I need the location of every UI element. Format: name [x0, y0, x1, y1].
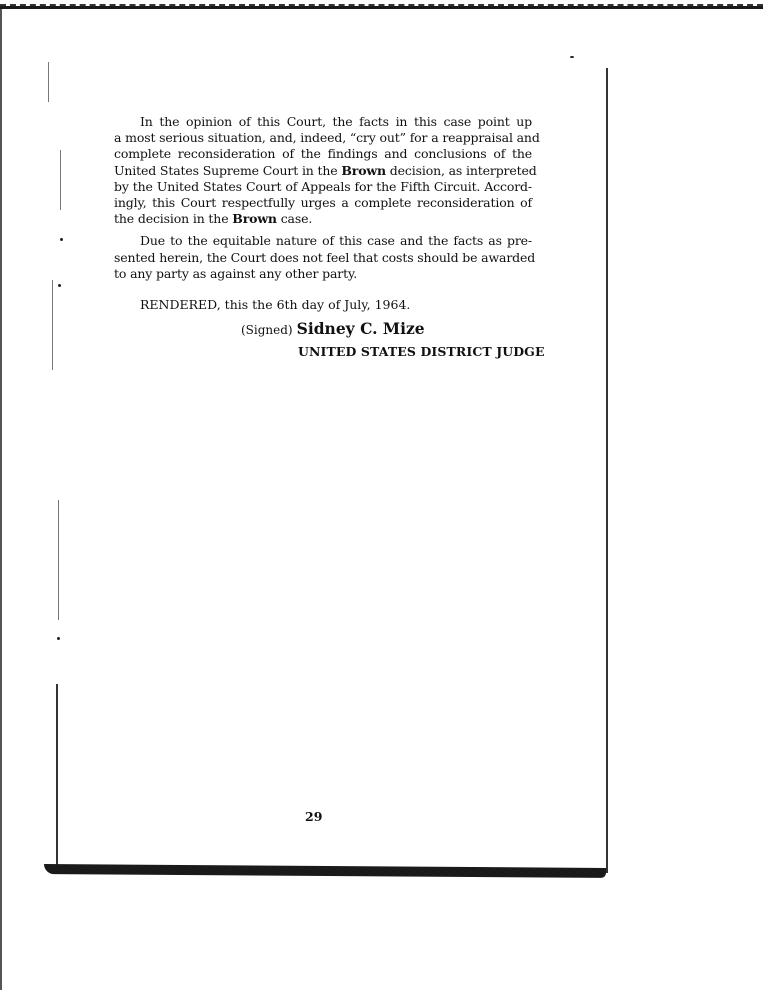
text-run: United States Supreme Court in the: [114, 162, 342, 178]
page-bottom-edge: [44, 864, 606, 878]
case-name-brown: Brown: [232, 211, 277, 227]
paragraph-line: complete reconsideration of the findings and conclusions of the: [114, 146, 532, 162]
signer-name: Sidney C. Mize: [296, 319, 425, 338]
signed-label: (Signed): [241, 323, 293, 337]
scan-speck: [57, 637, 60, 640]
paragraph-line: by the United States Court of Appeals for the Fifth Circuit. Accord-: [114, 178, 532, 194]
opinion-body: [114, 114, 540, 288]
paragraph-line: Due to the equitable nature of this case and the facts as pre-: [140, 233, 532, 249]
paragraph-reappraisal: [114, 114, 540, 227]
paragraph-line: ingly, this Court respectfully urges a complete reconsideration of: [114, 195, 532, 211]
text-run: decision, as interpreted: [385, 162, 537, 178]
rendered-date-line: RENDERED, this the 6th day of July, 1964.: [140, 297, 411, 312]
paragraph-line: [114, 211, 532, 227]
scan-speck: [570, 56, 574, 58]
paragraph-line: a most serious situation, and, indeed, “cry out” for a reappraisal and: [114, 130, 540, 146]
scan-top-rule: [0, 6, 763, 9]
case-name-brown: Brown: [341, 162, 386, 178]
scan-left-bar: [0, 9, 2, 990]
scan-mark: [52, 280, 53, 370]
signer-title: UNITED STATES DISTRICT JUDGE: [298, 344, 545, 359]
paragraph-line: [114, 162, 537, 179]
page-number: 29: [305, 809, 323, 824]
scan-speck: [58, 284, 61, 287]
scan-mark: [60, 150, 61, 210]
text-run: the decision in the: [114, 211, 233, 227]
signature-block: [241, 319, 425, 338]
scan-speck: [60, 238, 63, 241]
paragraph-line: In the opinion of this Court, the facts in this case point up: [140, 114, 532, 129]
paragraph-line: to any party as against any other party.: [114, 265, 358, 281]
scan-mark: [48, 62, 49, 102]
scan-mark: [58, 500, 59, 620]
page-right-edge: [606, 68, 608, 873]
text-run: case.: [276, 211, 313, 227]
paragraph-costs: [114, 233, 536, 282]
page-left-edge: [56, 684, 58, 874]
paragraph-line: sented herein, the Court does not feel that costs should be awarded: [114, 249, 536, 265]
